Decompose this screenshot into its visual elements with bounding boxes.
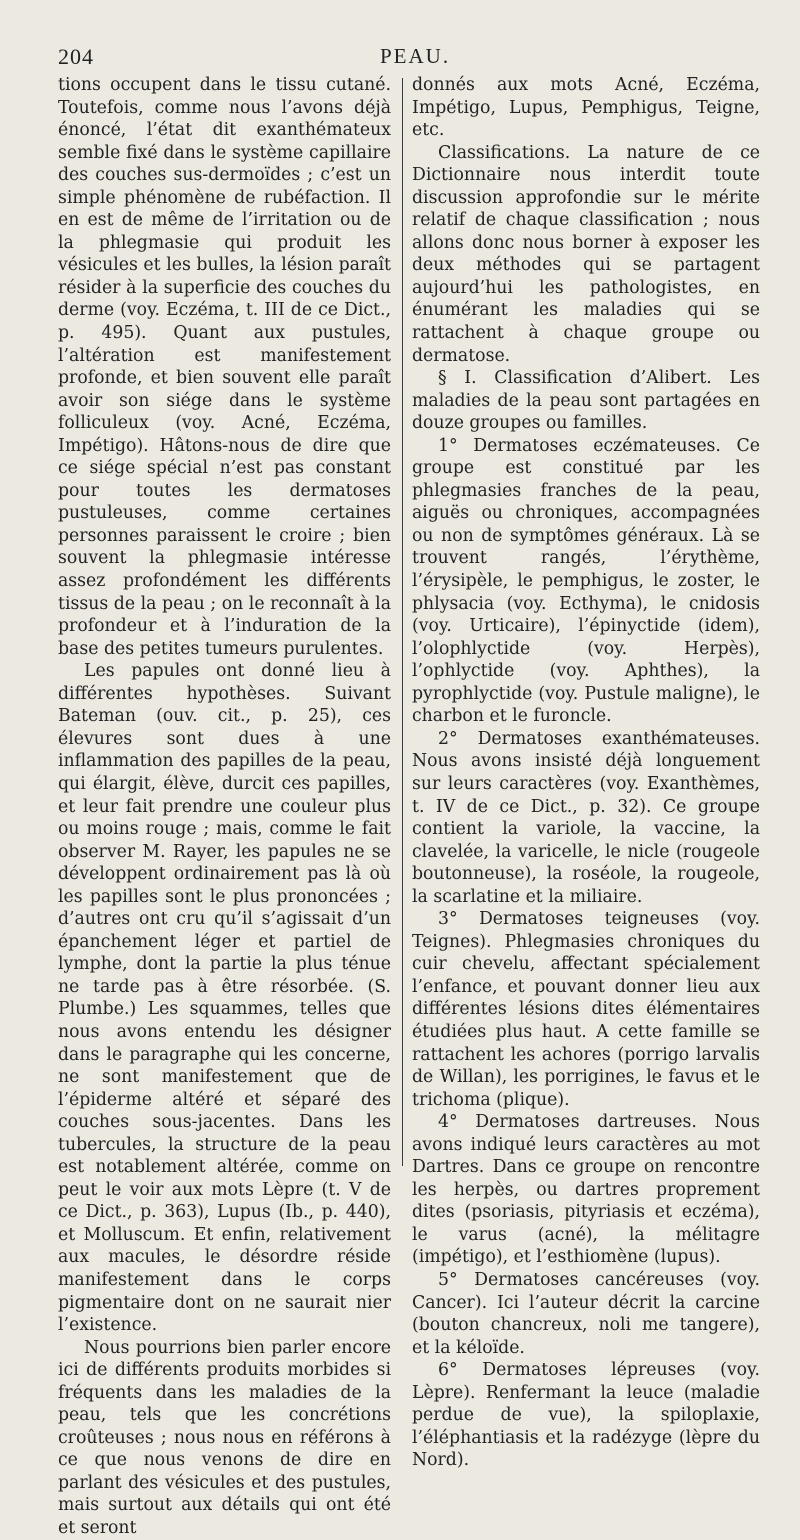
right-para-3: § I. Classification d’Alibert. Les maladies de la peau sont partagées en douze groupes ou familles.: [412, 368, 760, 434]
right-para-5: 2° Dermatoses exanthémateuses. Nous avons insisté déjà longuement sur leurs caractères (voy. Exanthèmes, t. IV de ce Dict., p. 32). Ce groupe contient la variole, la vaccine, la clavelée, la varicelle, le nicle (rougeole boutonneuse), la roséole, la rougeole, la scarlatine et la miliaire.: [412, 728, 760, 907]
left-para-1: tions occupent dans le tissu cutané. Toutefois, comme nous l’avons déjà énoncé, l’état dit exanthémateux semble fixé dans le système capillaire des couches sus-dermoïdes ; c’est un simple phénomène de rubéfaction. Il en est de même de l’irritation ou de la phlegmasie qui produit les vésicules et les bulles, la lésion paraît résider à la superficie des couches du derme (voy. Eczéma, t. III de ce Dict., p. 495). Quant aux pustules, l’altération est manifestement profonde, et bien souvent elle paraît avoir son siége dans le système folliculeux (voy. Acné, Eczéma, Impétigo). Hâtons-nous de dire que ce siége spécial n’est pas constant pour toutes les dermatoses pustuleuses, comme certaines personnes paraissent le croire ; bien souvent la phlegmasie intéresse assez profondément les différents tissus de la peau ; on le reconnaît à la profondeur et à l’induration de la base des petites tumeurs purulentes.: [58, 75, 391, 659]
left-column: [58, 74, 391, 1540]
left-para-2: Les papules ont donné lieu à différentes hypothèses. Suivant Bateman (ouv. cit., p. 25), ces élevures sont dues à une inflammation des papilles de la peau, qui élargit, élève, durcit ces papilles, et leur fait prendre une couleur plus ou moins rouge ; mais, comme le fait observer M. Rayer, les papules ne se développent ordinairement pas là où les papilles sont le plus prononcées ; d’autres ont cru qu’il s’agissait d’un épanchement léger et partiel de lymphe, dont la partie la plus ténue ne tarde pas à être résorbée. (S. Plumbe.) Les squammes, telles que nous avons entendu les désigner dans le paragraphe qui les concerne, ne sont manifestement que de l’épiderme altéré et séparé des couches sous-jacentes. Dans les tubercules, la structure de la peau est notablement altérée, comme on peut le voir aux mots Lèpre (t. V de ce Dict., p. 363), Lupus (Ib., p. 440), et Molluscum. Et enfin, relativement aux macules, le désordre réside manifestement dans le corps pigmentaire dont on ne saurait nier l’existence.: [58, 661, 391, 1336]
right-para-4: 1° Dermatoses eczémateuses. Ce groupe est constitué par les phlegmasies franches de la peau, aiguës ou chroniques, accompagnées ou non de symptômes généraux. Là se trouvent rangés, l’érythème, l’érysipèle, le pemphigus, le zoster, le phlysacia (voy. Ecthyma), le cnidosis (voy. Urticaire), l’épinyctide (idem), l’olophlyctide (voy. Herpès), l’ophlyctide (voy. Aphthes), la pyrophlyctide (voy. Pustule maligne), le charbon et le furoncle.: [412, 435, 760, 727]
page-header: [58, 44, 776, 74]
right-para-9: 6° Dermatoses lépreuses (voy. Lèpre). Renfermant la leuce (maladie perdue de vue), la spiloplaxie, l’éléphantiasis et la radézyge (lèpre du Nord).: [412, 1360, 760, 1471]
right-column: [412, 74, 760, 1472]
right-para-8: 5° Dermatoses cancéreuses (voy. Cancer). Ici l’auteur décrit la carcine (bouton chancreux, noli me tangere), et la kéloïde.: [412, 1269, 760, 1358]
right-para-7: 4° Dermatoses dartreuses. Nous avons indiqué leurs caractères au mot Dartres. Dans ce groupe on rencontre les herpès, ou dartres proprement dites (psoriasis, pityriasis et eczéma), le varus (acné), la mélitagre (impétigo), et l’esthiomène (lupus).: [412, 1112, 760, 1268]
page-number: 204: [58, 44, 94, 69]
right-para-2: Classifications. La nature de ce Dictionnaire nous interdit toute discussion approfondie sur le mérite relatif de chaque classification ; nous allons donc nous borner à exposer les deux méthodes qui se partagent aujourd’hui les pathologistes, en énumérant les maladies qui se rattachent à chaque groupe ou dermatose.: [412, 142, 760, 366]
right-para-6: 3° Dermatoses teigneuses (voy. Teignes). Phlegmasies chroniques du cuir chevelu, affectant spécialement l’enfance, et pouvant donner lieu aux différentes lésions dites élémentaires étudiées plus haut. A cette famille se rattachent les achores (porrigo larvalis de Willan), les porrigines, le favus et le trichoma (plique).: [412, 909, 760, 1110]
running-title: PEAU.: [380, 44, 451, 68]
left-para-3: Nous pourrions bien parler encore ici de différents produits morbides si fréquents dans les maladies de la peau, tels que les concrétions croûteuses ; nous nous en référons à ce que nous venons de dire en parlant des vésicules et des pustules, mais surtout aux détails qui ont été et seront: [58, 1337, 391, 1538]
right-para-1: donnés aux mots Acné, Eczéma, Impétigo, Lupus, Pemphigus, Teigne, etc.: [412, 75, 760, 141]
column-divider: [402, 78, 403, 1166]
